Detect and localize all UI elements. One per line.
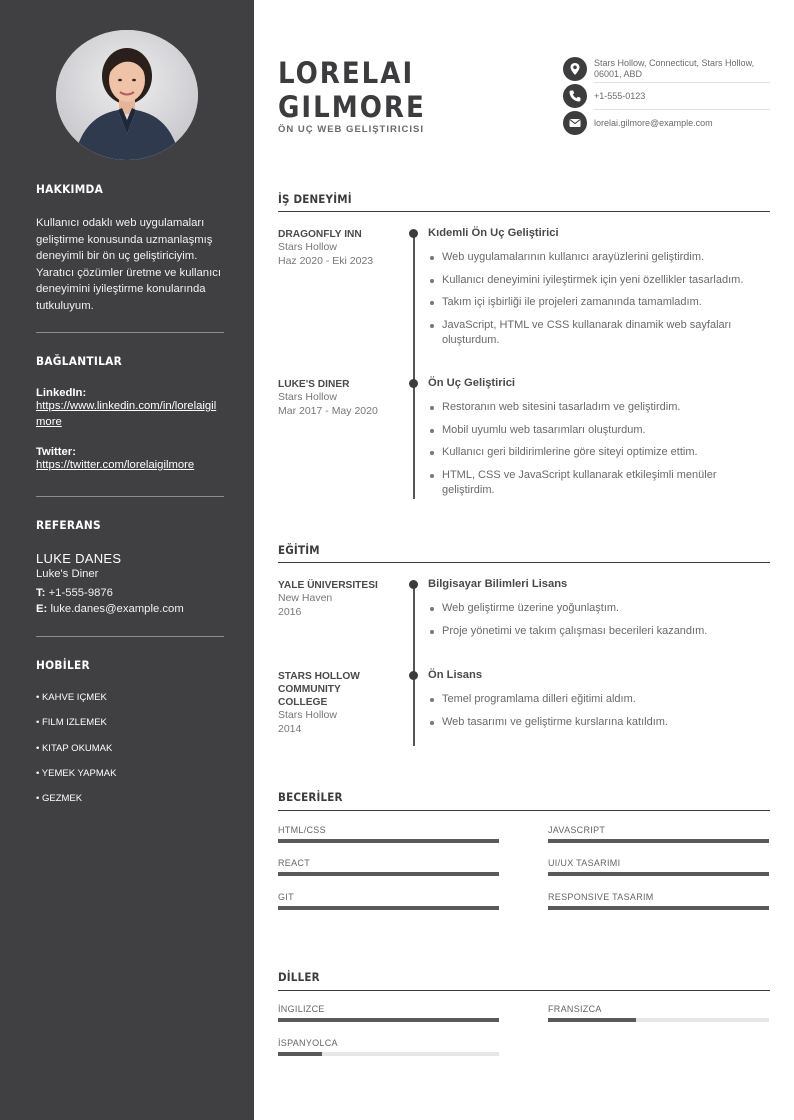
experience-timeline xyxy=(413,233,415,499)
profile-photo-image xyxy=(56,30,198,160)
skill-item xyxy=(278,825,499,843)
reference-email-label: E: xyxy=(36,603,48,615)
language-bar xyxy=(278,1052,499,1056)
twitter-label: Twitter: xyxy=(36,446,76,458)
hobby-item: • GEZMEK xyxy=(36,793,83,805)
hobby-item: • KAHVE IÇMEK xyxy=(36,692,107,703)
job-role: Ön Uç Geliştirici xyxy=(428,377,516,389)
language-name: FRANSIZCA xyxy=(548,1004,602,1014)
name-last: GILMORE xyxy=(278,90,426,124)
skill-item xyxy=(548,825,769,843)
skill-bar-fill xyxy=(548,872,769,876)
language-bar-fill xyxy=(278,1018,499,1022)
linkedin-link[interactable]: https://www.linkedin.com/in/lorelaigilmore xyxy=(36,400,217,428)
hobby-item: • KITAP OKUMAK xyxy=(36,742,113,754)
phone-icon xyxy=(563,84,587,108)
list-item: Mobil uyumlu web tasarımları oluşturdum. xyxy=(428,423,770,438)
section-divider xyxy=(278,990,770,991)
language-bar xyxy=(548,1018,769,1022)
school-name: STARS HOLLOW COMMUNITY COLLEGE xyxy=(278,671,360,708)
skill-item xyxy=(278,858,499,876)
edu-bullets xyxy=(428,692,770,737)
job-company: DRAGONFLY INN xyxy=(278,229,362,240)
skill-bar-fill xyxy=(278,839,499,843)
skill-bar-fill xyxy=(278,872,499,876)
job-title: ÖN UÇ WEB GELIŞTIRICISI xyxy=(278,124,424,135)
job-role: Kıdemli Ön Uç Geliştirici xyxy=(428,227,559,239)
school-location: New Haven xyxy=(278,592,333,604)
reference-email-line xyxy=(36,601,224,617)
school-location: Stars Hollow xyxy=(278,709,337,721)
language-bar xyxy=(278,1018,499,1022)
hobby-item: • YEMEK YAPMAK xyxy=(36,767,117,779)
degree: Ön Lisans xyxy=(428,669,483,681)
school-dates: 2016 xyxy=(278,606,302,618)
skill-item xyxy=(548,858,769,876)
timeline-dot xyxy=(409,229,418,238)
list-item: Web geliştirme üzerine yoğunlaştım. xyxy=(428,601,770,616)
school-dates: 2014 xyxy=(278,723,302,735)
twitter-link[interactable]: https://twitter.com/lorelaigilmore xyxy=(36,459,195,471)
hobby-item: • FILM IZLEMEK xyxy=(36,717,107,729)
languages-heading: DİLLER xyxy=(278,970,320,984)
language-item xyxy=(548,1004,769,1022)
hobbies-list xyxy=(36,692,224,818)
reference-email[interactable]: luke.danes@example.com xyxy=(50,603,184,615)
reference-phone-line xyxy=(36,585,224,601)
skill-bar-fill xyxy=(548,839,769,843)
timeline-dot xyxy=(409,379,418,388)
section-divider xyxy=(278,562,770,563)
list-item: Kullanıcı deneyimini iyileştirmek için yeni özellikler tasarladım. xyxy=(428,273,770,288)
about-section xyxy=(36,182,224,196)
reference-block xyxy=(36,551,224,617)
reference-company: Luke's Diner xyxy=(36,568,99,580)
linkedin-block xyxy=(36,387,224,430)
job-dates: Haz 2020 - Eki 2023 xyxy=(278,255,374,267)
contact-divider xyxy=(594,109,770,110)
experience-heading: İŞ DENEYİMİ xyxy=(278,192,352,206)
skill-bar-fill xyxy=(278,906,499,910)
email-text[interactable]: lorelai.gilmore@example.com xyxy=(594,118,713,128)
skill-bar xyxy=(548,872,769,876)
language-bar-fill xyxy=(548,1018,636,1022)
job-location: Stars Hollow xyxy=(278,391,337,403)
skill-bar xyxy=(278,839,499,843)
skill-name: GIT xyxy=(278,892,294,902)
skill-name: UI/UX TASARIMI xyxy=(548,858,621,868)
skills-heading: BECERİLER xyxy=(278,790,343,804)
hobbies-heading: HOBİLER xyxy=(36,658,90,672)
hobbies-section xyxy=(36,658,224,672)
timeline-dot xyxy=(409,580,418,589)
about-text: Kullanıcı odaklı web uygulamaları geliştirme konusunda uzmanlaşmış deneyimli bir ön uç geliştiriciyim. Yaratıcı çözümler üretme ve kullanıcı deneyimini iyileştirme konularında tutkuluyum. xyxy=(36,217,222,312)
skill-bar xyxy=(278,906,499,910)
skill-item xyxy=(548,892,769,910)
list-item: Kullanıcı geri bildirimlerine göre siteyi optimize ettim. xyxy=(428,445,770,460)
twitter-block xyxy=(36,446,224,474)
skill-item xyxy=(278,892,499,910)
skill-name: JAVASCRIPT xyxy=(548,825,606,835)
skill-bar xyxy=(278,872,499,876)
list-item: HTML, CSS ve JavaScript kullanarak etkileşimli menüler geliştirdim. xyxy=(428,468,770,498)
language-item xyxy=(278,1038,499,1056)
reference-phone[interactable]: +1-555-9876 xyxy=(48,587,113,599)
degree: Bilgisayar Bilimleri Lisans xyxy=(428,578,568,590)
reference-section xyxy=(36,518,224,532)
list-item: Restoranın web sitesini tasarladım ve geliştirdim. xyxy=(428,400,770,415)
sidebar-divider xyxy=(36,496,224,497)
list-item: Takım içi işbirliği ile projeleri zamanında tamamladım. xyxy=(428,295,770,310)
school-name: YALE ÜNIVERSITESI xyxy=(278,580,378,591)
candidate-name xyxy=(278,56,426,124)
job-dates: Mar 2017 - May 2020 xyxy=(278,405,378,417)
job-location: Stars Hollow xyxy=(278,241,337,253)
phone-text[interactable]: +1-555-0123 xyxy=(594,91,646,101)
language-name: İSPANYOLCA xyxy=(278,1038,338,1048)
sidebar xyxy=(0,0,254,1120)
links-heading: BAĞLANTILAR xyxy=(36,354,122,368)
language-item xyxy=(278,1004,499,1022)
sidebar-divider xyxy=(36,636,224,637)
skill-name: REACT xyxy=(278,858,311,868)
address-text: Stars Hollow, Connecticut, Stars Hollow, 06001, ABD xyxy=(594,58,755,79)
list-item: Temel programlama dilleri eğitimi aldım. xyxy=(428,692,770,707)
skill-name: RESPONSIVE TASARIM xyxy=(548,892,654,902)
about-heading: HAKKIMDA xyxy=(36,182,104,196)
education-heading: EĞİTİM xyxy=(278,543,320,557)
list-item: Proje yönetimi ve takım çalışması becerileri kazandım. xyxy=(428,624,770,639)
language-name: İNGILIZCE xyxy=(278,1004,325,1014)
location-pin-icon xyxy=(563,57,587,81)
skill-bar xyxy=(548,839,769,843)
list-item: JavaScript, HTML ve CSS kullanarak dinamik web sayfaları oluşturdum. xyxy=(428,318,770,348)
links-section xyxy=(36,354,224,368)
timeline-dot xyxy=(409,671,418,680)
envelope-icon xyxy=(563,111,587,135)
skill-name: HTML/CSS xyxy=(278,825,326,835)
profile-photo xyxy=(56,30,198,160)
list-item: Web tasarımı ve geliştirme kurslarına katıldım. xyxy=(428,715,770,730)
job-bullets xyxy=(428,400,770,505)
education-timeline xyxy=(413,584,415,746)
edu-bullets xyxy=(428,601,770,646)
job-company: LUKE'S DINER xyxy=(278,379,350,390)
contact-divider xyxy=(594,82,770,83)
list-item: Web uygulamalarının kullanıcı arayüzlerini geliştirdim. xyxy=(428,250,770,265)
reference-name: LUKE DANES xyxy=(36,551,122,566)
name-first: LORELAI xyxy=(278,56,415,90)
language-bar-fill xyxy=(278,1052,322,1056)
section-divider xyxy=(278,211,770,212)
linkedin-label: LinkedIn: xyxy=(36,387,87,399)
job-bullets xyxy=(428,250,770,355)
skill-bar xyxy=(548,906,769,910)
section-divider xyxy=(278,810,770,811)
sidebar-divider xyxy=(36,332,224,333)
reference-heading: REFERANS xyxy=(36,518,101,532)
skill-bar-fill xyxy=(548,906,769,910)
reference-phone-label: T: xyxy=(36,587,46,599)
